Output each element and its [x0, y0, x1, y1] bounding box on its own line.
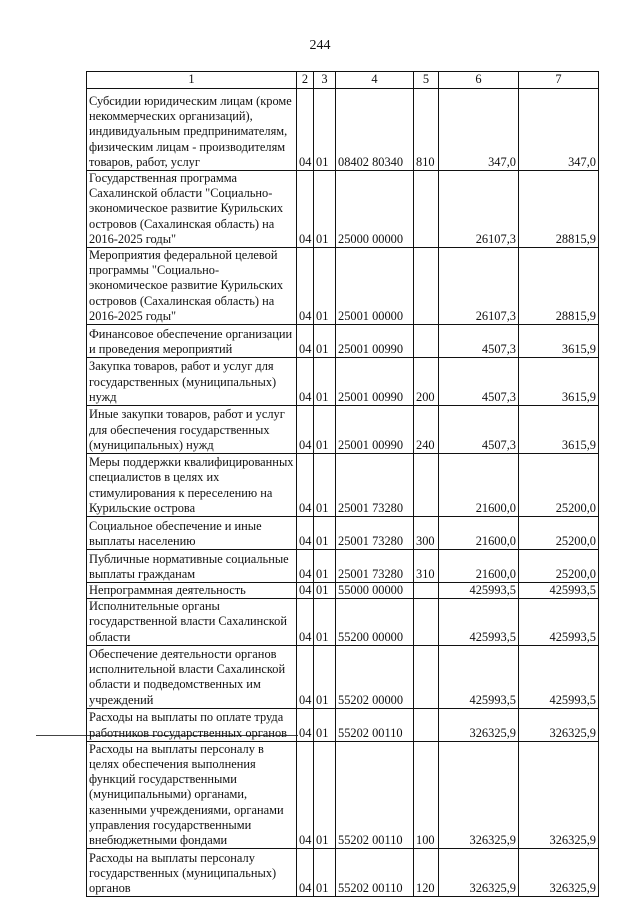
row-section-code: 04 [297, 708, 314, 741]
table-row [87, 583, 599, 599]
table-row [87, 89, 599, 171]
row-expense-type: 240 [414, 406, 439, 454]
row-subsection-code: 01 [314, 741, 336, 848]
row-section-code: 04 [297, 583, 314, 599]
row-description: Мероприятия федеральной целевой программы "Социально-экономическое развитие Курильских островов (Сахалинская область) на 2016-2025 годы" [87, 248, 297, 325]
row-subsection-code: 01 [314, 454, 336, 517]
row-subsection-code: 01 [314, 171, 336, 248]
row-amount-year-1: 4507,3 [439, 406, 519, 454]
row-target-article: 08402 80340 [336, 89, 414, 171]
row-amount-year-2: 425993,5 [519, 583, 599, 599]
row-subsection-code: 01 [314, 248, 336, 325]
row-amount-year-2: 425993,5 [519, 599, 599, 646]
row-section-code: 04 [297, 849, 314, 897]
row-amount-year-2: 347,0 [519, 89, 599, 171]
row-amount-year-1: 4507,3 [439, 358, 519, 406]
row-amount-year-1: 21600,0 [439, 454, 519, 517]
table-row [87, 849, 599, 897]
row-target-article: 55202 00000 [336, 645, 414, 708]
table-row [87, 741, 599, 848]
row-amount-year-2: 3615,9 [519, 358, 599, 406]
row-description: Государственная программа Сахалинской области "Социально-экономическое развитие Курильских островов (Сахалинская область) на 2016-2025 годы" [87, 171, 297, 248]
table-row [87, 406, 599, 454]
row-expense-type: 310 [414, 550, 439, 583]
row-amount-year-1: 326325,9 [439, 708, 519, 741]
row-section-code: 04 [297, 741, 314, 848]
row-amount-year-1: 425993,5 [439, 645, 519, 708]
row-amount-year-2: 28815,9 [519, 171, 599, 248]
table-body [87, 89, 599, 897]
row-section-code: 04 [297, 248, 314, 325]
header-col-2: 2 [297, 72, 314, 89]
table-row [87, 358, 599, 406]
row-target-article: 25001 73280 [336, 550, 414, 583]
row-amount-year-1: 326325,9 [439, 849, 519, 897]
row-target-article: 25001 73280 [336, 454, 414, 517]
row-subsection-code: 01 [314, 406, 336, 454]
row-description: Расходы на выплаты персоналу государственных (муниципальных) органов [87, 849, 297, 897]
row-expense-type: 810 [414, 89, 439, 171]
row-target-article: 25000 00000 [336, 171, 414, 248]
row-description: Меры поддержки квалифицированных специалистов в целях их стимулирования к переселению на Курильские острова [87, 454, 297, 517]
row-subsection-code: 01 [314, 550, 336, 583]
row-subsection-code: 01 [314, 849, 336, 897]
row-subsection-code: 01 [314, 599, 336, 646]
row-amount-year-1: 26107,3 [439, 248, 519, 325]
row-section-code: 04 [297, 358, 314, 406]
row-amount-year-2: 326325,9 [519, 741, 599, 848]
table-row [87, 171, 599, 248]
row-expense-type [414, 599, 439, 646]
row-amount-year-1: 425993,5 [439, 599, 519, 646]
row-expense-type: 100 [414, 741, 439, 848]
table-header [87, 72, 599, 89]
row-expense-type [414, 454, 439, 517]
row-amount-year-1: 4507,3 [439, 325, 519, 358]
row-expense-type: 200 [414, 358, 439, 406]
row-amount-year-1: 26107,3 [439, 171, 519, 248]
row-subsection-code: 01 [314, 708, 336, 741]
row-description: Исполнительные органы государственной власти Сахалинской области [87, 599, 297, 646]
page-number: 244 [309, 38, 331, 53]
row-amount-year-2: 25200,0 [519, 454, 599, 517]
row-amount-year-2: 425993,5 [519, 645, 599, 708]
row-description: Расходы на выплаты персоналу в целях обеспечения выполнения функций государственными (муниципальными) органами, казенными учреждениями, органами управления государственными внебюджетными фондами [87, 741, 297, 848]
row-expense-type [414, 248, 439, 325]
row-expense-type [414, 708, 439, 741]
row-description: Закупка товаров, работ и услуг для государственных (муниципальных) нужд [87, 358, 297, 406]
row-subsection-code: 01 [314, 89, 336, 171]
row-target-article: 55202 00110 [336, 741, 414, 848]
row-amount-year-2: 25200,0 [519, 517, 599, 550]
row-section-code: 04 [297, 325, 314, 358]
row-amount-year-1: 326325,9 [439, 741, 519, 848]
row-section-code: 04 [297, 406, 314, 454]
table-row [87, 550, 599, 583]
row-expense-type [414, 583, 439, 599]
row-description: Субсидии юридическим лицам (кроме некоммерческих организаций), индивидуальным предпринимателям, физическим лицам - производителям товаров, работ, услуг [87, 89, 297, 171]
row-subsection-code: 01 [314, 517, 336, 550]
row-section-code: 04 [297, 89, 314, 171]
header-col-4: 4 [336, 72, 414, 89]
header-col-6: 6 [439, 72, 519, 89]
table-row [87, 325, 599, 358]
row-subsection-code: 01 [314, 325, 336, 358]
row-target-article: 55202 00110 [336, 849, 414, 897]
header-col-1: 1 [87, 72, 297, 89]
row-amount-year-2: 3615,9 [519, 325, 599, 358]
row-target-article: 25001 00990 [336, 325, 414, 358]
row-description: Иные закупки товаров, работ и услуг для обеспечения государственных (муниципальных) нужд [87, 406, 297, 454]
row-amount-year-2: 3615,9 [519, 406, 599, 454]
row-amount-year-2: 326325,9 [519, 708, 599, 741]
row-target-article: 25001 00990 [336, 358, 414, 406]
row-amount-year-2: 25200,0 [519, 550, 599, 583]
table-row [87, 708, 599, 741]
row-subsection-code: 01 [314, 358, 336, 406]
row-amount-year-1: 347,0 [439, 89, 519, 171]
header-row [87, 72, 599, 89]
row-section-code: 04 [297, 454, 314, 517]
row-target-article: 25001 73280 [336, 517, 414, 550]
row-description: Обеспечение деятельности органов исполнительной власти Сахалинской области и подведомственных им учреждений [87, 645, 297, 708]
table-row [87, 248, 599, 325]
row-target-article: 55202 00110 [336, 708, 414, 741]
header-col-5: 5 [414, 72, 439, 89]
row-expense-type [414, 171, 439, 248]
row-description: Непрограммная деятельность [87, 583, 297, 599]
row-description: Публичные нормативные социальные выплаты гражданам [87, 550, 297, 583]
table-row [87, 454, 599, 517]
row-amount-year-2: 28815,9 [519, 248, 599, 325]
row-expense-type [414, 325, 439, 358]
row-amount-year-1: 21600,0 [439, 517, 519, 550]
row-expense-type: 300 [414, 517, 439, 550]
row-target-article: 25001 00000 [336, 248, 414, 325]
budget-table [86, 71, 599, 897]
row-description: Социальное обеспечение и иные выплаты населению [87, 517, 297, 550]
row-description: Финансовое обеспечение организации и проведения мероприятий [87, 325, 297, 358]
row-amount-year-2: 326325,9 [519, 849, 599, 897]
table-row [87, 517, 599, 550]
row-section-code: 04 [297, 645, 314, 708]
row-description: Расходы на выплаты по оплате труда работников государственных органов [87, 708, 297, 741]
row-section-code: 04 [297, 517, 314, 550]
row-target-article: 55200 00000 [336, 599, 414, 646]
row-expense-type: 120 [414, 849, 439, 897]
row-target-article: 25001 00990 [336, 406, 414, 454]
header-col-7: 7 [519, 72, 599, 89]
row-section-code: 04 [297, 599, 314, 646]
row-target-article: 55000 00000 [336, 583, 414, 599]
row-amount-year-1: 425993,5 [439, 583, 519, 599]
row-section-code: 04 [297, 171, 314, 248]
table-row [87, 599, 599, 646]
row-subsection-code: 01 [314, 645, 336, 708]
row-amount-year-1: 21600,0 [439, 550, 519, 583]
row-expense-type [414, 645, 439, 708]
header-col-3: 3 [314, 72, 336, 89]
row-section-code: 04 [297, 550, 314, 583]
row-subsection-code: 01 [314, 583, 336, 599]
table-row [87, 645, 599, 708]
